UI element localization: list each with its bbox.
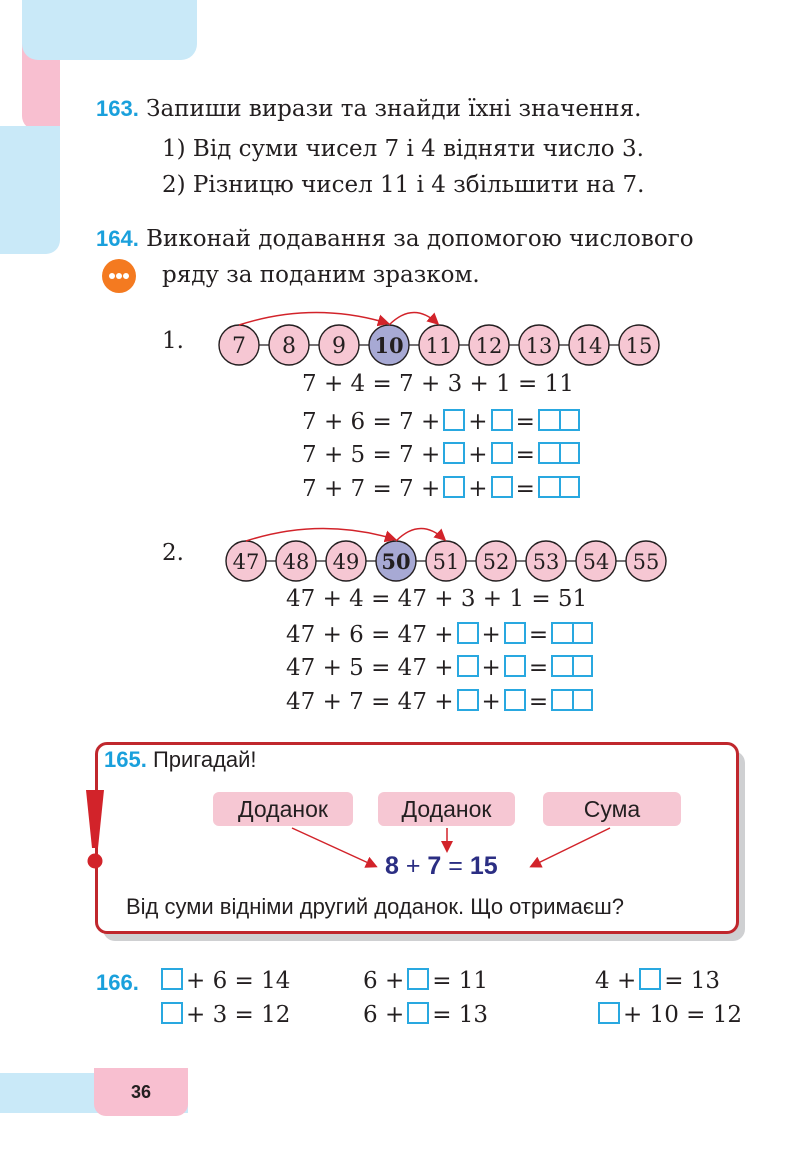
row-expr: 7 + 6 = 7 + (302, 409, 441, 435)
task-165 (104, 745, 257, 775)
part-1-example: 7 + 4 = 7 + 3 + 1 = 11 (302, 371, 574, 397)
plus: + (468, 409, 488, 435)
part-2-row (286, 622, 593, 648)
part-2-row (286, 655, 593, 681)
part-1-row (302, 476, 580, 502)
task-166-cell (158, 968, 290, 994)
row-expr: 7 + 7 = 7 + (302, 476, 441, 502)
task-165-title: Пригадай! (152, 747, 257, 772)
task-166-cell (595, 968, 720, 994)
answer-box[interactable] (443, 442, 465, 464)
row-expr: 47 + 6 = 47 + (286, 622, 454, 648)
equals: = (528, 655, 549, 681)
part-2-label: 2. (162, 540, 184, 566)
number-label: 48 (282, 550, 310, 574)
answer-box[interactable] (504, 655, 526, 677)
number-label: 53 (532, 550, 560, 574)
plus: + (481, 622, 501, 648)
answer-box[interactable] (491, 442, 513, 464)
task-164-number: 164. (96, 226, 139, 251)
formula-a: 8 (385, 852, 399, 880)
task-166-cell (363, 968, 488, 994)
formula-eq: = (448, 852, 463, 880)
task-165-question: Від суми відніми другий доданок. Що отримаєш? (126, 894, 624, 919)
task-164-line1: Виконай додавання за допомогою числового (146, 226, 694, 252)
answer-double-box[interactable] (538, 409, 580, 431)
expr-post: + 3 = 12 (186, 1002, 291, 1028)
margin-tab-middle (0, 126, 60, 254)
number-label: 50 (381, 549, 411, 574)
equals: = (515, 476, 535, 502)
number-label: 51 (432, 550, 460, 574)
jump-arrow (239, 312, 387, 325)
expr-pre: 6 + (363, 968, 405, 994)
answer-box[interactable] (407, 968, 429, 990)
answer-box[interactable] (443, 476, 465, 498)
answer-box[interactable] (457, 655, 479, 677)
answer-box[interactable] (457, 689, 479, 711)
task-165-number: 165. (104, 747, 147, 772)
number-row-1 (215, 304, 675, 370)
number-label: 54 (582, 550, 610, 574)
answer-box[interactable] (504, 689, 526, 711)
task-163-number: 163. (96, 96, 139, 121)
number-label: 12 (475, 334, 503, 358)
label-sum: Сума (543, 792, 681, 826)
number-label: 55 (632, 550, 660, 574)
formula (385, 852, 498, 881)
formula-op: + (405, 852, 421, 880)
formula-result: 15 (469, 852, 498, 880)
part-2-example: 47 + 4 = 47 + 3 + 1 = 51 (286, 586, 588, 612)
expr-post: + 10 = 12 (623, 1002, 743, 1028)
equals: = (515, 442, 535, 468)
number-row-2 (222, 520, 682, 586)
number-label: 11 (425, 334, 453, 358)
task-163-item-2: 2) Різницю чисел 11 і 4 збільшити на 7. (162, 172, 645, 198)
answer-double-box[interactable] (551, 689, 593, 711)
number-label: 10 (374, 333, 404, 358)
number-label: 8 (282, 334, 296, 359)
answer-box[interactable] (491, 476, 513, 498)
number-label: 15 (625, 334, 653, 358)
task-166-cell (595, 1002, 742, 1028)
expr-pre: 6 + (363, 1002, 405, 1028)
jump-arrow (389, 312, 437, 325)
row-expr: 47 + 5 = 47 + (286, 655, 454, 681)
jump-arrow (246, 528, 394, 541)
answer-box[interactable] (161, 1002, 183, 1024)
dots-icon (102, 259, 136, 293)
equals: = (528, 622, 549, 648)
row-expr: 47 + 7 = 47 + (286, 689, 454, 715)
number-label: 9 (332, 334, 346, 359)
number-label: 14 (575, 334, 603, 358)
equals: = (528, 689, 549, 715)
expr-post: = 13 (432, 1002, 489, 1028)
answer-box[interactable] (504, 622, 526, 644)
label-addend-1: Доданок (213, 792, 353, 826)
exclamation-icon (82, 790, 108, 870)
formula-b: 7 (427, 852, 442, 880)
answer-box[interactable] (161, 968, 183, 990)
plus: + (468, 442, 488, 468)
answer-box[interactable] (407, 1002, 429, 1024)
row-expr: 7 + 5 = 7 + (302, 442, 441, 468)
answer-box[interactable] (491, 409, 513, 431)
part-1-label: 1. (162, 328, 184, 354)
task-164-line2: ряду за поданим зразком. (162, 262, 480, 288)
answer-box[interactable] (457, 622, 479, 644)
plus: + (481, 655, 501, 681)
margin-tab-top-blue (22, 0, 197, 60)
task-163-item-1: 1) Від суми чисел 7 і 4 відняти число 3. (162, 136, 644, 162)
number-label: 52 (482, 550, 510, 574)
part-1-row (302, 409, 580, 435)
answer-box[interactable] (598, 1002, 620, 1024)
task-166-cell (158, 1002, 290, 1028)
expr-post: = 11 (432, 968, 489, 994)
expr-post: + 6 = 14 (186, 968, 291, 994)
number-label: 13 (525, 334, 553, 358)
plus: + (468, 476, 488, 502)
page-number: 36 (94, 1068, 188, 1116)
plus: + (481, 689, 501, 715)
label-addend-2: Доданок (378, 792, 515, 826)
task-163-text: Запиши вирази та знайди їхні значення. (146, 96, 642, 122)
answer-double-box[interactable] (538, 476, 580, 498)
part-2-row (286, 689, 593, 715)
task-166-number: 166. (96, 970, 139, 995)
answer-double-box[interactable] (551, 622, 593, 644)
part-1-row (302, 442, 580, 468)
task-166-cell (363, 1002, 488, 1028)
task-164 (96, 224, 694, 254)
number-label: 49 (332, 550, 360, 574)
number-label: 47 (232, 550, 260, 574)
jump-arrow (396, 528, 444, 541)
answer-box[interactable] (443, 409, 465, 431)
equals: = (515, 409, 535, 435)
answer-double-box[interactable] (551, 655, 593, 677)
number-label: 7 (232, 334, 246, 359)
expr-pre: 4 + (595, 968, 637, 994)
answer-double-box[interactable] (538, 442, 580, 464)
answer-box[interactable] (639, 968, 661, 990)
expr-post: = 13 (664, 968, 721, 994)
task-163 (96, 94, 641, 124)
